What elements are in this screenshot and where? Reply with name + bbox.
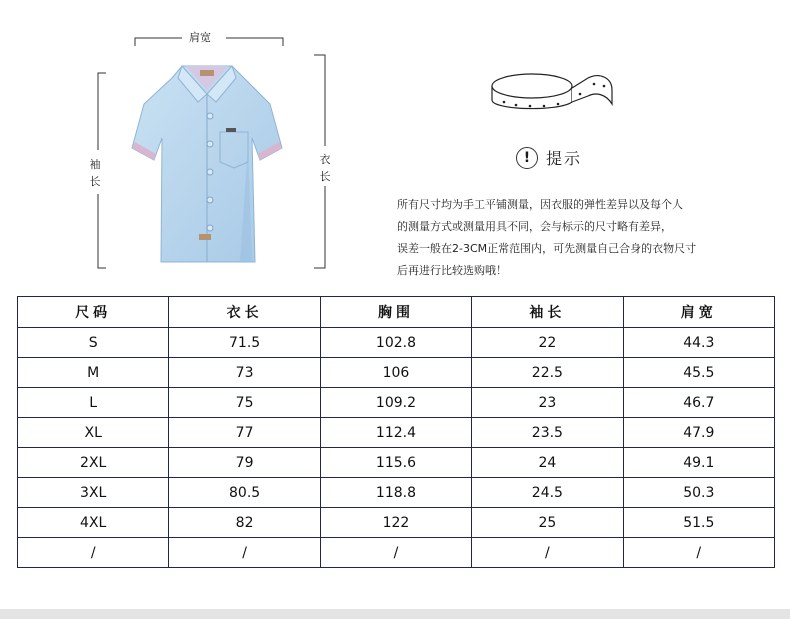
table-cell: 46.7 [623,388,774,418]
table-row [18,448,775,478]
table-cell: 4XL [18,508,169,538]
table-cell: 106 [320,358,471,388]
footer-band [0,609,790,619]
table-cell: 73 [169,358,320,388]
table-row [18,388,775,418]
header-shoulder: 肩宽 [623,297,774,328]
table-cell: 44.3 [623,328,774,358]
tip-line: 所有尺寸均为手工平铺测量，因衣服的弹性差异以及每个人 [397,198,683,211]
table-cell: 2XL [18,448,169,478]
table-cell: 77 [169,418,320,448]
table-cell: 49.1 [623,448,774,478]
table-row [18,358,775,388]
shirt-image [120,56,295,276]
table-cell: 122 [320,508,471,538]
table-cell: 22 [472,328,623,358]
table-row [18,508,775,538]
header-sleeve: 袖长 [472,297,623,328]
body-length-label: 衣长 [319,153,331,183]
table-cell: 47.9 [623,418,774,448]
table-cell: 23.5 [472,418,623,448]
tip-header [516,146,582,169]
table-cell: / [623,538,774,568]
table-cell: 45.5 [623,358,774,388]
table-cell: 118.8 [320,478,471,508]
sleeve-length-label: 袖长 [89,158,101,188]
table-cell: 80.5 [169,478,320,508]
size-table [17,296,775,568]
table-row [18,418,775,448]
tip-title: 提示 [546,149,583,168]
tape-measure-image [488,64,618,116]
table-cell: 71.5 [169,328,320,358]
table-cell: L [18,388,169,418]
exclamation-icon: ! [516,147,538,169]
tip-line: 误差一般在2-3CM正常范围内，可先测量自己合身的衣物尺寸 [397,242,697,255]
table-row [18,478,775,508]
table-cell: 22.5 [472,358,623,388]
header-size: 尺码 [18,297,169,328]
table-row [18,538,775,568]
table-cell: 51.5 [623,508,774,538]
table-header-row [18,297,775,328]
tip-line: 后再进行比较选购哦！ [397,264,507,277]
table-cell: / [320,538,471,568]
table-cell: / [472,538,623,568]
shoulder-width-label: 肩宽 [189,31,211,44]
table-cell: XL [18,418,169,448]
table-cell: 24 [472,448,623,478]
table-cell: 82 [169,508,320,538]
table-cell: 112.4 [320,418,471,448]
table-cell: 25 [472,508,623,538]
table-cell: 79 [169,448,320,478]
table-cell: 102.8 [320,328,471,358]
table-cell: 24.5 [472,478,623,508]
header-chest: 胸围 [320,297,471,328]
table-cell: 50.3 [623,478,774,508]
table-cell: / [169,538,320,568]
table-cell: 3XL [18,478,169,508]
tip-notes [397,194,737,282]
tip-line: 的测量方式或测量用具不同，会与标示的尺寸略有差异， [397,220,672,233]
table-cell: 75 [169,388,320,418]
table-cell: M [18,358,169,388]
table-cell: / [18,538,169,568]
table-cell: S [18,328,169,358]
table-cell: 115.6 [320,448,471,478]
header-length: 衣长 [169,297,320,328]
table-cell: 23 [472,388,623,418]
table-row [18,328,775,358]
table-cell: 109.2 [320,388,471,418]
